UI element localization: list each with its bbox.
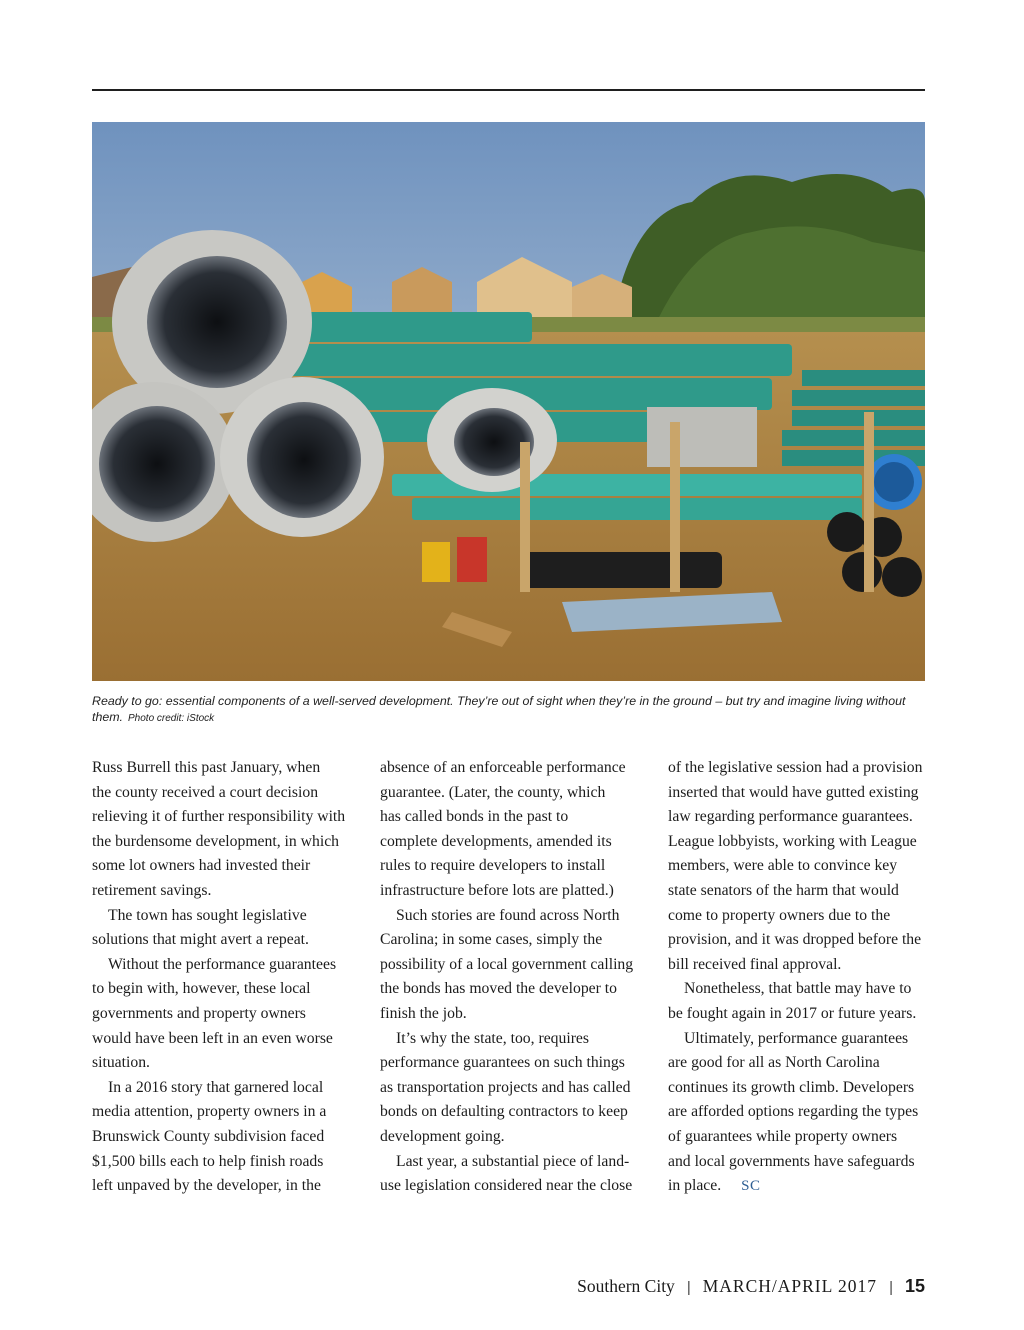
body-text-line: has called bonds in the past to — [380, 808, 569, 826]
body-text-line: absence of an enforceable performance — [380, 759, 626, 776]
body-text-line: state senators of the harm that would — [668, 881, 899, 899]
construction-pipes-photo — [92, 122, 925, 681]
body-text-line: The town has sought legislative — [108, 906, 307, 924]
issue-date: MARCH/APRIL 2017 — [702, 1276, 878, 1296]
caption-text: Ready to go: essential components of a well-served development. They’re out of sight when they’re in the ground – but try and imagine living without them. — [92, 694, 906, 724]
body-text-line: the burdensome development, in which — [92, 832, 340, 850]
body-text-line: left unpaved by the developer, in the — [92, 1177, 321, 1195]
text-column-1 — [92, 756, 354, 1199]
footer-separator: | — [686, 1279, 691, 1296]
body-text-line: be fought again in 2017 or future years. — [668, 1004, 917, 1022]
body-text-line: as transportation projects and has called — [380, 1078, 631, 1096]
body-text-line: Without the performance guarantees — [108, 955, 337, 973]
top-rule — [92, 89, 925, 91]
body-text-line: retirement savings. — [92, 881, 212, 899]
body-text-line: guarantee. (Later, the county, which — [380, 783, 606, 801]
body-text-line: Carolina; in some cases, simply the — [380, 931, 603, 949]
body-text-line: to begin with, however, these local — [92, 980, 311, 998]
body-text-line: the county received a court decision — [92, 783, 319, 801]
body-text-line: Nonetheless, that battle may have to — [684, 980, 912, 998]
body-text-line: some lot owners had invested their — [92, 857, 311, 875]
body-text-line: governments and property owners — [92, 1004, 306, 1022]
body-text-line: bill received final approval. — [668, 955, 842, 973]
body-text-line: and local governments have safeguards — [668, 1152, 915, 1170]
body-text-line: inserted that would have gutted existing — [668, 783, 919, 801]
body-text-line: $1,500 bills each to help finish roads — [92, 1152, 324, 1170]
body-text-line: relieving it of further responsibility with — [92, 808, 346, 826]
body-text-line: are good for all as North Carolina — [668, 1054, 880, 1072]
body-text-line: In a 2016 story that garnered local — [108, 1078, 324, 1096]
body-text-line: solutions that might avert a repeat. — [92, 931, 309, 949]
body-text-line: would have been left in an even worse — [92, 1029, 333, 1047]
text-column-2 — [380, 756, 642, 1199]
body-text-line: in place. — [668, 1177, 722, 1195]
body-text-line: media attention, property owners in a — [92, 1103, 327, 1121]
body-text-line: It’s why the state, too, requires — [396, 1029, 589, 1047]
magazine-name: Southern City — [577, 1276, 675, 1296]
body-text-line: Russ Burrell this past January, when — [92, 759, 321, 776]
body-text-line: use legislation considered near the close — [380, 1177, 633, 1195]
text-column-3 — [668, 756, 930, 1199]
body-text-line: Ultimately, performance guarantees — [684, 1029, 909, 1047]
body-text-line: rules to require developers to install — [380, 857, 606, 875]
body-text-line: of the legislative session had a provision — [668, 759, 923, 776]
body-text-line: members, were able to convince key — [668, 857, 898, 875]
body-text-line: complete developments, amended its — [380, 832, 612, 850]
body-text-line: infrastructure before lots are platted.) — [380, 881, 614, 899]
photo-credit: Photo credit: iStock — [128, 713, 215, 724]
body-text-line: possibility of a local government calling — [380, 955, 634, 973]
body-text-line: development going. — [380, 1127, 505, 1145]
body-text-line: Such stories are found across North — [396, 906, 620, 924]
body-text-line: continues its growth climb. Developers — [668, 1078, 915, 1096]
photo-caption — [92, 693, 932, 727]
body-text-line: the bonds has moved the developer to — [380, 980, 617, 998]
page-footer — [577, 1276, 925, 1297]
body-text-line: performance guarantees on such things — [380, 1054, 625, 1072]
body-text-line: of guarantees while property owners — [668, 1127, 898, 1145]
body-text-line: come to property owners due to the — [668, 906, 891, 924]
footer-separator: | — [889, 1279, 893, 1296]
body-text-line: provision, and it was dropped before the — [668, 931, 922, 949]
body-text-line: are afforded options regarding the types — [668, 1103, 919, 1121]
body-text-line: bonds on defaulting contractors to keep — [380, 1103, 628, 1121]
last-line-wrapper — [668, 1174, 930, 1199]
body-text-line: law regarding performance guarantees. — [668, 808, 913, 826]
body-text-line: League lobbyists, working with League — [668, 832, 917, 850]
body-text-line: Last year, a substantial piece of land- — [396, 1152, 630, 1170]
body-text-line: finish the job. — [380, 1004, 467, 1022]
body-text-line: Brunswick County subdivision faced — [92, 1127, 325, 1145]
body-text-line: situation. — [92, 1054, 150, 1072]
end-of-article-mark: SC — [741, 1178, 761, 1195]
page-number: 15 — [904, 1276, 925, 1296]
